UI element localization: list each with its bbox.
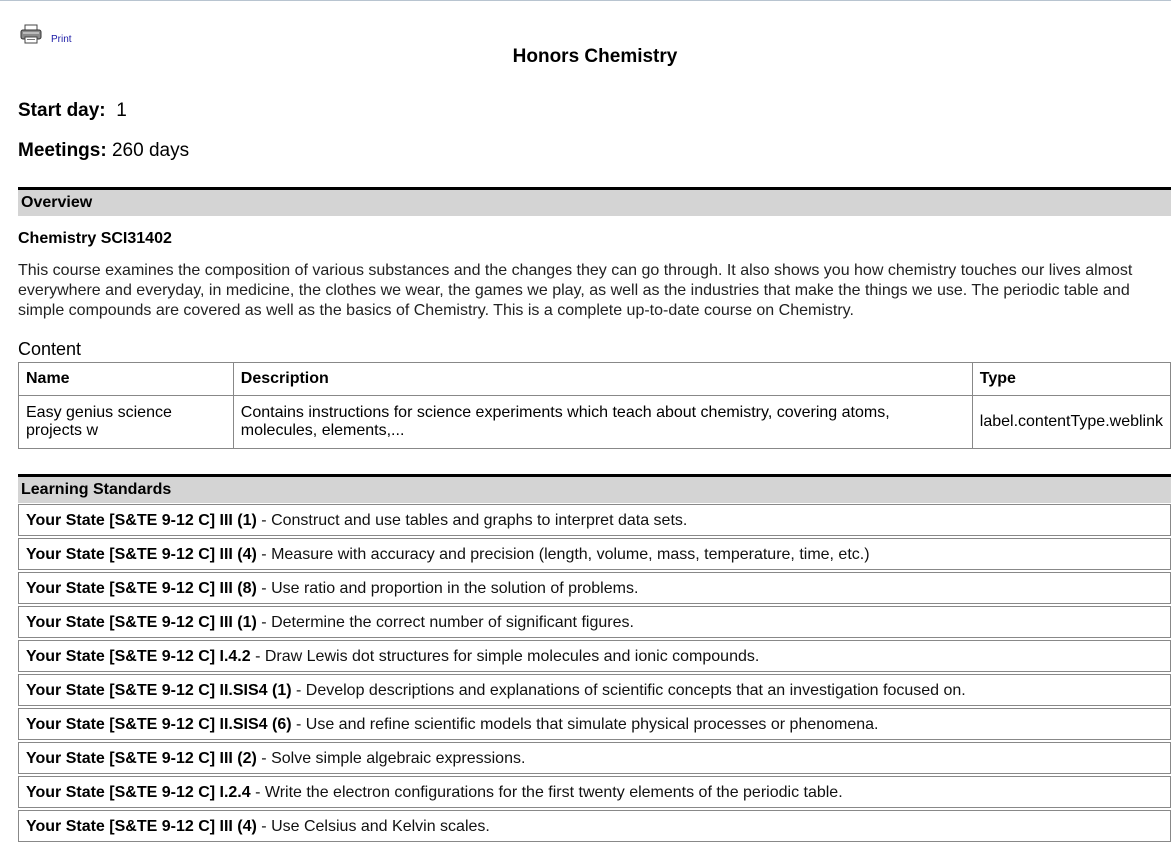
standard-code: Your State [S&TE 9-12 C] III (4) bbox=[26, 546, 257, 563]
standard-text: - Solve simple algebraic expressions. bbox=[256, 750, 526, 767]
overview-heading: Overview bbox=[18, 187, 1171, 216]
list-item bbox=[18, 606, 1171, 638]
standard-text: - Use Celsius and Kelvin scales. bbox=[256, 818, 490, 835]
standard-code: Your State [S&TE 9-12 C] III (1) bbox=[26, 512, 257, 529]
list-item bbox=[18, 674, 1171, 706]
list-item bbox=[18, 810, 1171, 842]
standard-code: Your State [S&TE 9-12 C] III (2) bbox=[26, 750, 257, 767]
standard-code: Your State [S&TE 9-12 C] II.SIS4 (6) bbox=[26, 716, 292, 733]
start-day-label: Start day: bbox=[18, 100, 106, 121]
start-day bbox=[18, 100, 127, 122]
list-item bbox=[18, 504, 1171, 536]
column-header-name: Name bbox=[19, 363, 234, 396]
list-item bbox=[18, 742, 1171, 774]
standard-text: - Draw Lewis dot structures for simple molecules and ionic compounds. bbox=[250, 648, 760, 665]
standard-text: - Develop descriptions and explanations of scientific concepts that an investigation focused on. bbox=[291, 682, 966, 699]
standard-text: - Use ratio and proportion in the solution of problems. bbox=[256, 580, 639, 597]
list-item bbox=[18, 776, 1171, 808]
content-name-cell[interactable]: Easy genius science projects w bbox=[19, 396, 234, 449]
course-code: Chemistry SCI31402 bbox=[18, 230, 172, 247]
standard-code: Your State [S&TE 9-12 C] III (1) bbox=[26, 614, 257, 631]
meetings-value: 260 days bbox=[111, 140, 190, 161]
top-border bbox=[0, 0, 1171, 1]
column-header-description: Description bbox=[233, 363, 972, 396]
table-row[interactable] bbox=[19, 396, 1171, 449]
standard-code: Your State [S&TE 9-12 C] I.2.4 bbox=[26, 784, 251, 801]
standard-code: Your State [S&TE 9-12 C] I.4.2 bbox=[26, 648, 251, 665]
course-description: This course examines the composition of various substances and the changes they can go through. It also shows you how chemistry touches our lives almost everywhere and everyday, in medicine, the clothes we wear, the games we play, as well as the industries that make the things we use. The periodic table and simple compounds are covered as well as the basics of Chemistry. This is a complete up-to-date course on Chemistry. bbox=[18, 262, 1133, 319]
print-button[interactable] bbox=[20, 24, 72, 45]
learning-standards-list bbox=[18, 504, 1171, 842]
list-item bbox=[18, 538, 1171, 570]
page-title: Honors Chemistry bbox=[512, 46, 678, 67]
content-table-header bbox=[19, 363, 1171, 396]
printer-icon[interactable] bbox=[20, 24, 42, 44]
content-type-cell: label.contentType.weblink bbox=[972, 396, 1170, 449]
meetings-label: Meetings: bbox=[18, 140, 107, 161]
content-label: Content bbox=[18, 339, 82, 359]
standard-code: Your State [S&TE 9-12 C] II.SIS4 (1) bbox=[26, 682, 292, 699]
standard-text: - Write the electron configurations for the first twenty elements of the periodic table. bbox=[250, 784, 843, 801]
learning-standards-heading: Learning Standards bbox=[18, 474, 1171, 503]
column-header-type: Type bbox=[972, 363, 1170, 396]
standard-text: - Determine the correct number of significant figures. bbox=[256, 614, 634, 631]
content-description-cell: Contains instructions for science experiments which teach about chemistry, covering atoms, molecules, elements,... bbox=[233, 396, 972, 449]
list-item bbox=[18, 708, 1171, 740]
standard-code: Your State [S&TE 9-12 C] III (8) bbox=[26, 580, 257, 597]
print-link[interactable]: Print bbox=[51, 34, 72, 45]
meetings bbox=[18, 140, 189, 162]
standard-text: - Use and refine scientific models that simulate physical processes or phenomena. bbox=[291, 716, 879, 733]
list-item bbox=[18, 640, 1171, 672]
standard-code: Your State [S&TE 9-12 C] III (4) bbox=[26, 818, 257, 835]
standard-text: - Construct and use tables and graphs to interpret data sets. bbox=[256, 512, 688, 529]
content-table bbox=[18, 362, 1171, 449]
start-day-value: 1 bbox=[116, 100, 127, 121]
list-item bbox=[18, 572, 1171, 604]
standard-text: - Measure with accuracy and precision (length, volume, mass, temperature, time, etc.) bbox=[256, 546, 870, 563]
